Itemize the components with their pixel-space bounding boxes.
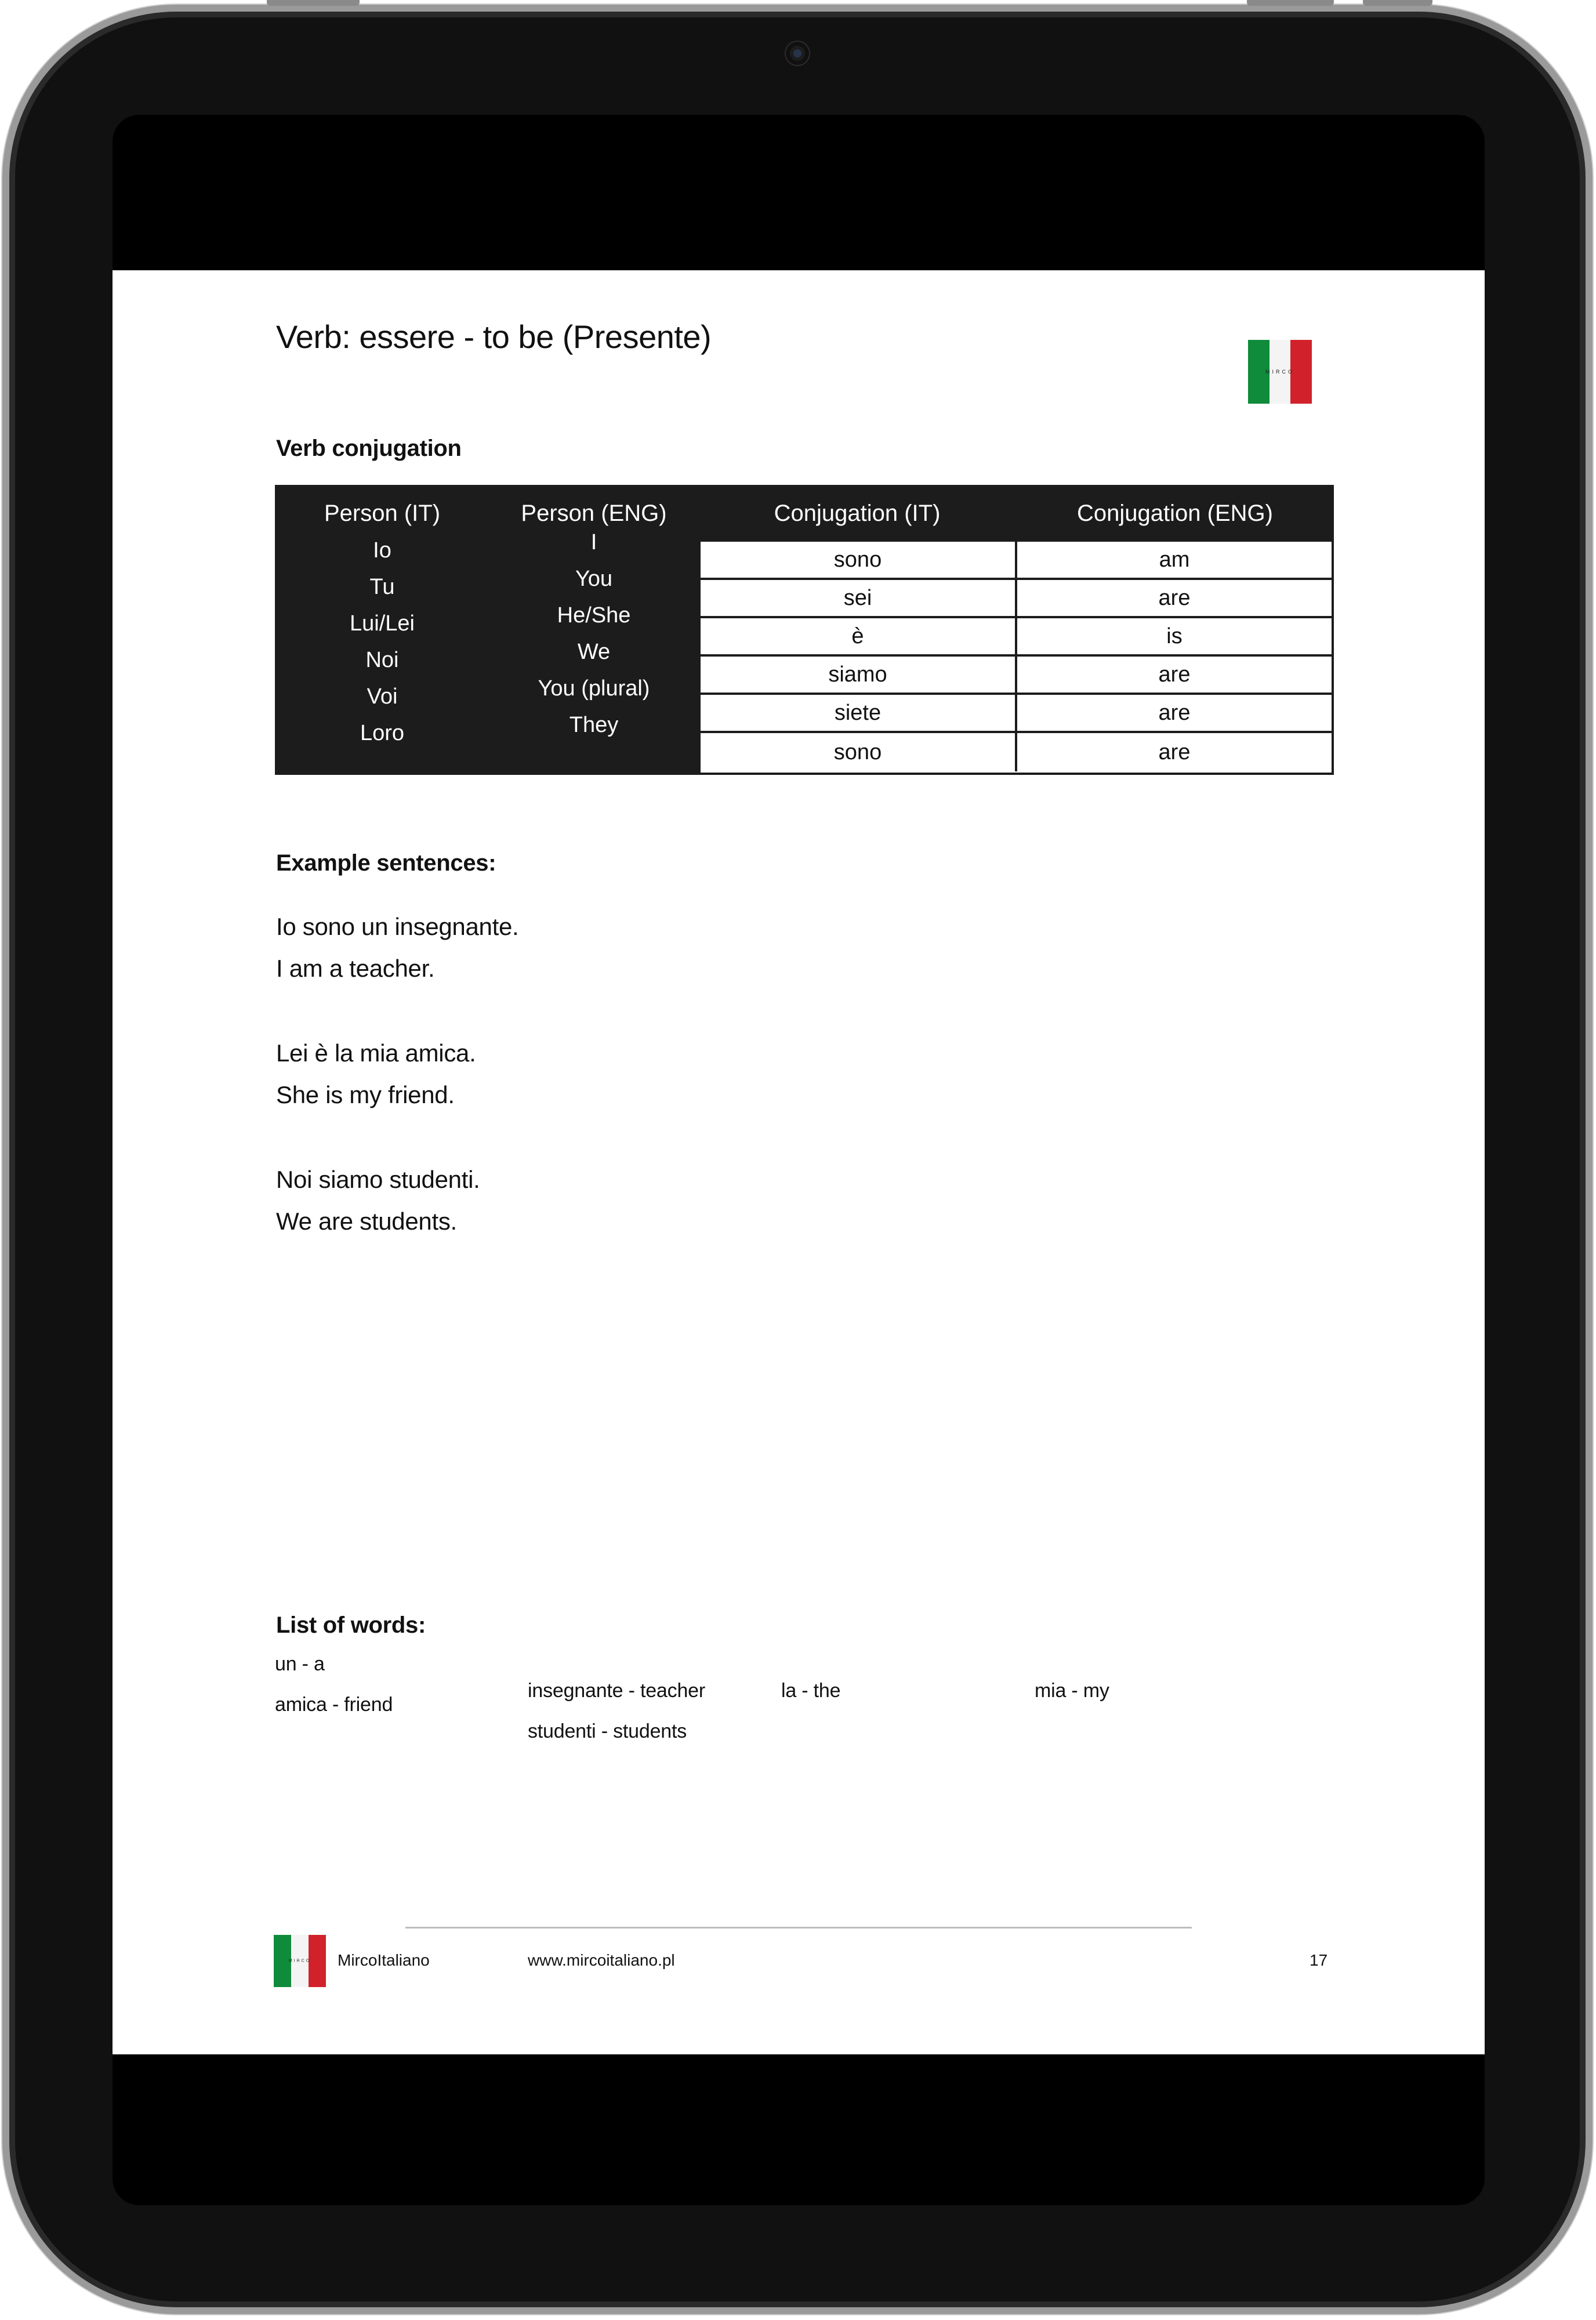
example-sentence-eng: I am a teacher. — [276, 955, 435, 982]
conjugation-table — [275, 485, 1334, 775]
example-sentence-it: Noi siamo studenti. — [276, 1166, 480, 1193]
word-item: la - the — [781, 1680, 841, 1702]
word-item: mia - my — [1035, 1680, 1109, 1702]
header-person-it: Person (IT) — [324, 500, 441, 526]
word-item: studenti - students — [528, 1720, 687, 1742]
page-title: Verb: essere - to be (Presente) — [276, 318, 712, 355]
person-eng-cell: I — [590, 530, 597, 554]
person-eng-cell: We — [577, 640, 611, 664]
person-eng-cell: You — [575, 567, 613, 591]
word-item: un - a — [275, 1653, 325, 1675]
example-sentence-eng: She is my friend. — [276, 1081, 455, 1108]
table-row — [701, 733, 1332, 771]
footer-url[interactable]: www.mircoitaliano.pl — [528, 1951, 675, 1969]
page-number: 17 — [1310, 1951, 1328, 1969]
table-row — [701, 695, 1332, 733]
conjugation-it-cell: siete — [834, 700, 882, 725]
logo-wordmark: MIRCO — [288, 1959, 311, 1963]
person-eng-cell: He/She — [557, 603, 631, 628]
conjugation-it-cell: sei — [843, 585, 872, 610]
conjugation-eng-cell: are — [1015, 580, 1332, 616]
conjugation-eng-cell: are — [1015, 695, 1332, 731]
header-conjugation-it: Conjugation (IT) — [774, 500, 941, 526]
conjugation-it-cell: sono — [833, 740, 882, 764]
conjugation-eng-cell: am — [1015, 542, 1332, 578]
person-it-cell: Noi — [365, 648, 399, 672]
person-it-cell: Lui/Lei — [350, 611, 415, 636]
conjugation-it-cell: siamo — [828, 662, 887, 687]
tablet-top-button — [1363, 0, 1432, 6]
person-it-cell: Io — [373, 538, 391, 563]
word-item: amica - friend — [275, 1694, 393, 1716]
table-row — [701, 580, 1332, 618]
tablet-volume-button — [267, 0, 360, 6]
example-sentence-eng: We are students. — [276, 1208, 457, 1235]
header-conjugation-eng: Conjugation (ENG) — [1077, 500, 1273, 526]
person-it-cell: Tu — [369, 575, 395, 599]
table-row — [701, 542, 1332, 580]
italian-flag-logo — [1248, 340, 1312, 404]
section-heading-words: List of words: — [276, 1612, 426, 1638]
header-person-eng: Person (ENG) — [521, 500, 667, 526]
front-camera — [786, 42, 809, 65]
logo-wordmark: MIRCO — [1265, 369, 1294, 375]
section-heading-conjugation: Verb conjugation — [276, 436, 462, 461]
footer-divider — [405, 1927, 1192, 1928]
tablet-power-button — [1247, 0, 1334, 6]
conjugation-eng-cell: are — [1015, 733, 1332, 771]
person-eng-cell: You (plural) — [538, 676, 650, 701]
table-row — [701, 618, 1332, 657]
italian-flag-logo — [274, 1935, 326, 1987]
conjugation-grid — [698, 542, 1334, 775]
example-sentence-it: Io sono un insegnante. — [276, 913, 519, 940]
conjugation-it-cell: sono — [833, 547, 882, 572]
person-it-column — [275, 532, 489, 752]
conjugation-it-cell: è — [851, 624, 864, 648]
section-heading-examples: Example sentences: — [276, 850, 496, 876]
person-eng-column — [489, 524, 698, 744]
conjugation-eng-cell: is — [1015, 618, 1332, 654]
word-item: insegnante - teacher — [528, 1680, 705, 1702]
footer-brand: MircoItaliano — [338, 1951, 430, 1969]
table-row — [701, 657, 1332, 695]
person-it-cell: Loro — [360, 721, 405, 745]
conjugation-eng-cell: are — [1015, 657, 1332, 693]
person-it-cell: Voi — [367, 684, 398, 709]
document-page — [113, 270, 1485, 2054]
person-eng-cell: They — [569, 713, 619, 737]
example-sentence-it: Lei è la mia amica. — [276, 1039, 476, 1067]
